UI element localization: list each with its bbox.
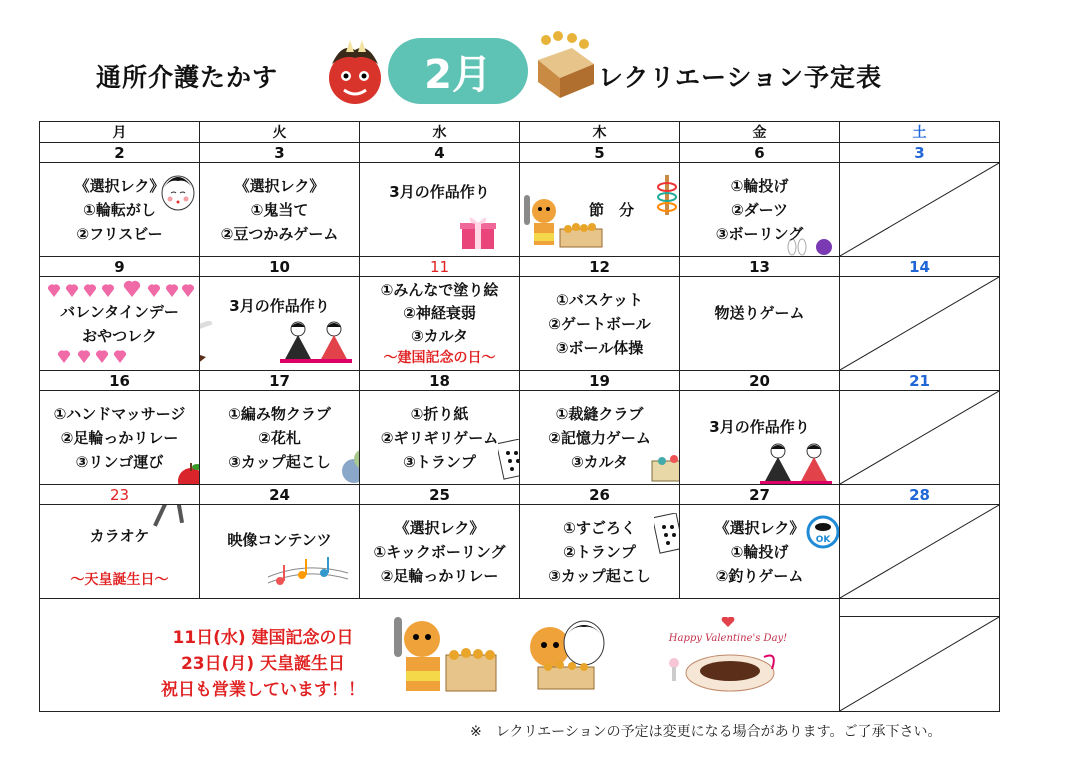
- diagonal-line: [840, 277, 999, 370]
- date-number: 27: [680, 485, 840, 505]
- weekday-thu: 木: [520, 122, 680, 143]
- activity-line: 映像コンテンツ: [227, 530, 332, 549]
- activity-line: ①ハンドマッサージ: [53, 404, 186, 423]
- day-cell: [360, 163, 520, 257]
- date-number: 23: [40, 485, 200, 505]
- activity-line: ③ボーリング: [715, 224, 804, 243]
- date-number: 21: [840, 371, 1000, 391]
- hearts-icon: [56, 345, 126, 367]
- activity-line: ②花札: [258, 428, 301, 447]
- day-cell: [360, 391, 520, 485]
- day-cell: [40, 505, 200, 599]
- day-cell: [40, 277, 200, 371]
- activity-line: ①編み物クラブ: [228, 404, 331, 423]
- holiday-note: ～建国記念の日～: [383, 350, 496, 366]
- day-cell: [680, 505, 840, 599]
- weekday-tue: 火: [200, 122, 360, 143]
- activity-line: ②ダーツ: [730, 200, 789, 219]
- activity-line: 節 分: [588, 200, 634, 219]
- facility-name: 通所介護たかす: [96, 63, 279, 92]
- diagonal-line: [840, 391, 999, 484]
- day-cell: [200, 277, 360, 371]
- notice-line: 11日(水) 建国記念の日: [172, 628, 354, 648]
- date-number: 12: [520, 257, 680, 277]
- month-badge: 2月: [388, 38, 528, 104]
- activity-line: ③カルタ: [570, 452, 629, 471]
- activity-line: 3月の作品作り: [389, 182, 490, 201]
- day-cell: [520, 505, 680, 599]
- activity-line: ①バスケット: [556, 290, 643, 309]
- activity-row: [40, 505, 1000, 599]
- red-oni-icon: [322, 40, 388, 106]
- activity-line: ②ゲートボール: [548, 314, 651, 333]
- activity-line: ①すごろく: [563, 518, 636, 537]
- activity-row: [40, 163, 1000, 257]
- activity-line: 物送りゲーム: [714, 303, 805, 322]
- activity-line: ②豆つかみゲーム: [220, 224, 339, 243]
- diagonal-line: [840, 617, 999, 711]
- date-row: [40, 371, 1000, 391]
- day-cell: [520, 163, 680, 257]
- date-number: 14: [840, 257, 1000, 277]
- bean-box-icon: [532, 30, 598, 100]
- date-number: 18: [360, 371, 520, 391]
- activity-line: ①輪投げ: [730, 542, 789, 561]
- activity-line: カラオケ: [89, 526, 150, 545]
- weekday-wed: 水: [360, 122, 520, 143]
- activity-line: ③リンゴ運び: [75, 452, 164, 471]
- date-number: 11: [360, 257, 520, 277]
- day-cell: [200, 505, 360, 599]
- activity-line: ②フリスビー: [76, 224, 163, 243]
- activity-line: ③カップ起こし: [548, 566, 651, 585]
- valentine-card-text: Happy Valentine's Day!: [668, 633, 788, 644]
- date-number: 5: [520, 143, 680, 163]
- date-number: 25: [360, 485, 520, 505]
- notice-line: 23日(月) 天皇誕生日: [180, 654, 346, 674]
- empty-saturday-cell: [840, 277, 1000, 371]
- notice-cell: [40, 599, 840, 712]
- day-cell: [200, 163, 360, 257]
- activity-row: [40, 277, 1000, 371]
- day-cell: [360, 277, 520, 371]
- date-number: 26: [520, 485, 680, 505]
- date-number: 19: [520, 371, 680, 391]
- activity-line: おやつレク: [82, 326, 157, 345]
- date-number: 20: [680, 371, 840, 391]
- oni-with-beans-icon: [390, 611, 500, 695]
- date-number: 13: [680, 257, 840, 277]
- notice-row: [40, 599, 1000, 617]
- date-number: 28: [840, 485, 1000, 505]
- date-row: [40, 257, 1000, 277]
- activity-line: 《選択レク》: [234, 176, 325, 195]
- activity-line: 3月の作品作り: [709, 417, 810, 436]
- day-cell: [360, 505, 520, 599]
- chocolate-cup-icon: [200, 321, 217, 367]
- weekday-row: [40, 122, 1000, 143]
- date-number: 3: [200, 143, 360, 163]
- weekday-fri: 金: [680, 122, 840, 143]
- holiday-notice: [98, 625, 428, 703]
- activity-line: ②神経衰弱: [403, 304, 476, 322]
- activity-line: ①鬼当て: [250, 200, 309, 219]
- date-row: [40, 485, 1000, 505]
- day-cell: [680, 391, 840, 485]
- activity-line: ①キックボーリング: [373, 542, 506, 561]
- diagonal-line: [840, 163, 999, 256]
- music-notes-icon: [266, 553, 350, 593]
- activity-line: 《選択レク》: [74, 176, 165, 195]
- hina-dolls-icon: [758, 441, 834, 485]
- date-number: 4: [360, 143, 520, 163]
- date-number: 3: [840, 143, 1000, 163]
- holiday-note: ～天皇誕生日～: [70, 571, 169, 588]
- activity-line: ①折り紙: [410, 404, 469, 423]
- activity-line: 《選択レク》: [394, 518, 485, 537]
- activity-line: ②トランプ: [563, 542, 636, 561]
- empty-saturday-cell: [840, 599, 1000, 617]
- activity-line: ②足輪っかリレー: [380, 566, 499, 585]
- footnote: ※ レクリエーションの予定は変更になる場合があります。ご了承下さい。: [470, 724, 942, 740]
- hearts-icon: [46, 279, 194, 301]
- bean-box-icon: [558, 219, 604, 249]
- hina-dolls-icon: [278, 319, 354, 363]
- date-number: 24: [200, 485, 360, 505]
- schedule-title: レクリエーション予定表: [598, 63, 883, 92]
- activity-line: ①輪転がし: [83, 200, 156, 219]
- activity-line: ①裁縫クラブ: [555, 404, 644, 423]
- activity-row: [40, 391, 1000, 485]
- empty-saturday-cell: [840, 505, 1000, 599]
- day-cell: [520, 391, 680, 485]
- date-number: 17: [200, 371, 360, 391]
- oni-and-otafuku-icon: [524, 613, 614, 693]
- date-number: 2: [40, 143, 200, 163]
- activity-line: ③トランプ: [403, 452, 476, 471]
- valentine-chocolate-icon: [660, 617, 796, 697]
- activity-line: ①みんなで塗り絵: [380, 281, 499, 299]
- weekday-mon: 月: [40, 122, 200, 143]
- empty-saturday-cell: [840, 391, 1000, 485]
- gift-box-icon: [458, 213, 498, 251]
- activity-line: ②足輪っかリレー: [60, 428, 179, 447]
- date-number: 16: [40, 371, 200, 391]
- activity-line: 3月の作品作り: [229, 296, 330, 315]
- date-row: [40, 143, 1000, 163]
- header: [0, 0, 1075, 118]
- day-cell: [680, 163, 840, 257]
- day-cell: [40, 163, 200, 257]
- day-cell: [40, 391, 200, 485]
- activity-line: ③カルタ: [410, 327, 469, 345]
- empty-saturday-cell: [840, 617, 1000, 712]
- activity-line: 《選択レク》: [714, 518, 805, 537]
- activity-line: ①輪投げ: [730, 176, 789, 195]
- activity-line: ②ギリギリゲーム: [380, 428, 499, 447]
- activity-line: ③ボール体操: [555, 338, 644, 357]
- empty-saturday-cell: [840, 163, 1000, 257]
- day-cell: [520, 277, 680, 371]
- date-number: 10: [200, 257, 360, 277]
- activity-line: バレンタインデー: [60, 302, 179, 321]
- calendar-table: [39, 121, 1000, 712]
- weekday-sat: 土: [840, 122, 1000, 143]
- activity-line: ②釣りゲーム: [715, 566, 804, 585]
- day-cell: [200, 391, 360, 485]
- ok-badge-text: OK: [815, 535, 831, 545]
- day-cell: [680, 277, 840, 371]
- date-number: 9: [40, 257, 200, 277]
- activity-line: ②記憶力ゲーム: [548, 428, 651, 447]
- diagonal-line: [840, 505, 999, 598]
- notice-line: 祝日も営業しています！！: [161, 680, 365, 700]
- date-number: 6: [680, 143, 840, 163]
- activity-line: ③カップ起こし: [228, 452, 331, 471]
